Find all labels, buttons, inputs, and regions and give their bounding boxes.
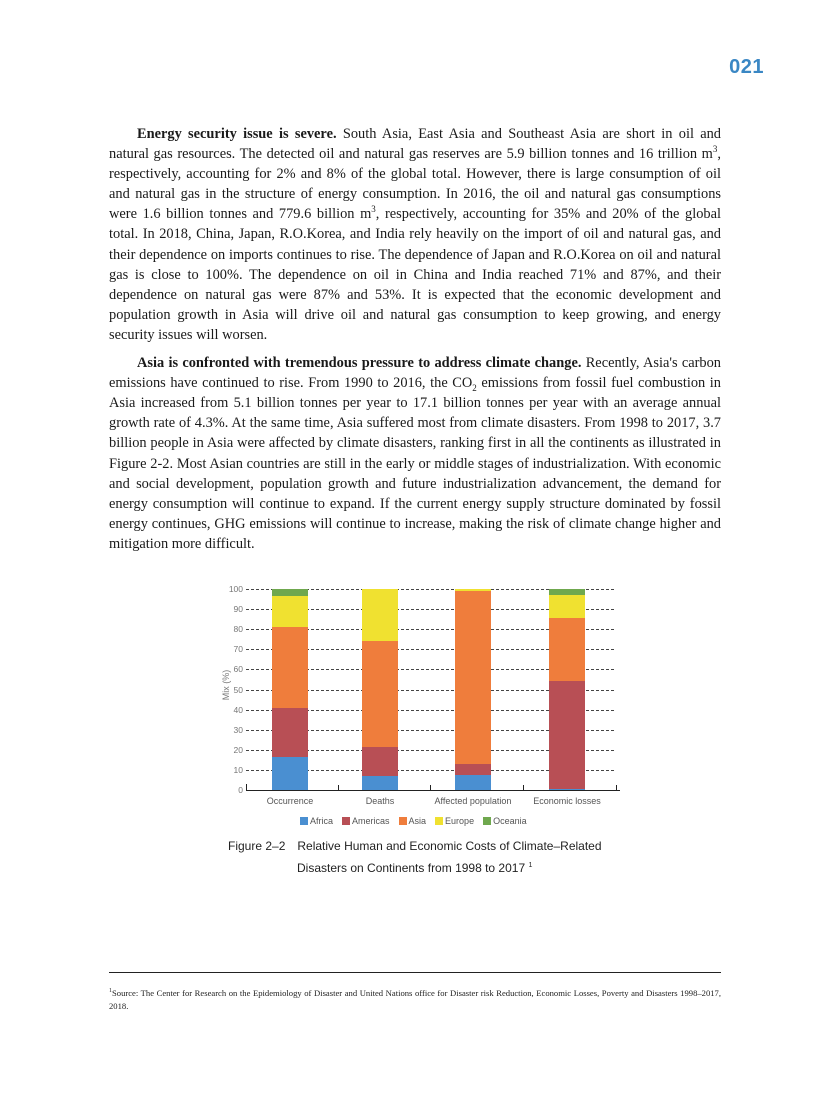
legend-label: Asia: [408, 816, 427, 826]
y-tick-label: 0: [238, 785, 243, 795]
footnote-divider: [109, 972, 721, 973]
bar-segment-africa: [362, 776, 398, 790]
subscript: 2: [472, 383, 477, 393]
legend-swatch: [300, 817, 308, 825]
legend-item-oceania: [483, 816, 527, 826]
figure-number: Figure 2–2: [228, 839, 286, 853]
footnote: [109, 985, 721, 1013]
paragraph-text: , respectively, accounting for 2% and 8% of the global total. However, there is large consumption of oil and natural gas in the structure of energy consumption. In 2016, the oil and natural gas consumptions were 1.6 billion tonnes and 779.6 billion m: [109, 146, 721, 223]
bar-segment-americas: [272, 708, 308, 757]
bar-segment-americas: [455, 764, 491, 775]
legend-label: Africa: [310, 816, 334, 826]
y-tick-label: 50: [233, 684, 243, 695]
legend-swatch: [483, 817, 491, 825]
paragraph-energy-security: [109, 124, 721, 345]
figure-title: Relative Human and Economic Costs of Climate–Related: [297, 839, 602, 853]
paragraph-lead: Asia is confronted with tremendous pressure to address climate change.: [137, 355, 582, 372]
bar-segment-europe: [362, 589, 398, 641]
paragraph-text: South Asia, East Asia and Southeast Asia are short in oil and natural gas resources. The detected oil and natural gas reserves are 5.9 billion tonnes and 16 trillion m: [109, 126, 722, 163]
paragraph-text: Recently, Asia's carbon emissions have continued to rise. From 1990 to 2016, the CO: [109, 355, 721, 392]
y-tick-label: 10: [233, 764, 243, 775]
y-tick-label: 100: [228, 584, 243, 594]
y-axis-origin: [246, 784, 247, 790]
x-tick: [616, 785, 617, 790]
figure-caption: [200, 836, 630, 878]
caption-line-2: [200, 856, 630, 878]
bar-segment-asia: [455, 591, 491, 764]
bar-segment-europe: [549, 595, 585, 618]
x-tick-label: Occurrence: [266, 796, 314, 806]
x-tick-label: Economic losses: [533, 796, 601, 806]
superscript: 3: [371, 204, 376, 215]
y-axis-label: Mix (%): [221, 669, 231, 701]
legend-label: Americas: [352, 816, 390, 826]
legend-label: Oceania: [493, 816, 527, 826]
bar-segment-americas: [549, 681, 585, 789]
body-text: [109, 124, 721, 562]
x-tick: [338, 785, 339, 790]
bar-segment-africa: [272, 757, 308, 790]
bar-segment-oceania: [272, 589, 308, 596]
x-tick-label: Deaths: [365, 796, 395, 806]
x-tick: [430, 785, 431, 790]
bar-segment-asia: [272, 627, 308, 707]
bar-segment-asia: [549, 618, 585, 681]
footnote-ref: 1: [528, 862, 533, 869]
page-number: 021: [729, 56, 764, 78]
caption-line-1: [200, 836, 630, 856]
paragraph-lead: Energy security issue is severe.: [137, 126, 337, 142]
paragraph-text: , respectively, accounting for 35% and 20% of the global total. In 2018, China, Japan, R.O.Korea, and India rely heavily on the import of oil and natural gas, and their dependence on imports continues to rise. The dependence of Japan and R.O.Korea on oil and natural gas is close to 100%. The dependence on oil in China and India reached 71% and 87%, and their dependence on natural gas were 87% and 53%. It is expected that the economic development and population growth in Asia will drive oil and natural gas consumption to keep growing, and energy security issues will worsen.: [109, 206, 721, 343]
y-tick-label: 40: [233, 704, 243, 715]
paragraph-text: emissions from fossil fuel combustion in Asia increased from 5.1 billion tonnes per year to 17.1 billion tonnes per year with an average annual growth rate of 4.3%. At the same time, Asia suffered most from climate disasters. From 1998 to 2017, 3.7 billion people in Asia were affected by climate disasters, ranking first in all the continents as illustrated in Figure 2-2. Most Asian countries are still in the early or middle stages of industrialization. With economic and social development, population growth and future industrialization advancement, the demand for energy consumption will continue to expand. If the current energy supply structure dominated by fossil energy continues, GHG emissions will continue to increase, making the risk of climate change higher and mitigation more difficult.: [109, 375, 722, 552]
legend-label: Europe: [445, 816, 475, 826]
bar-affected-population: [455, 589, 491, 790]
footnote-marker: 1: [109, 988, 112, 994]
bar-deaths: [362, 589, 398, 790]
footnote-text: Source: The Center for Research on the Epidemiology of Disaster and United Nations office for Disaster risk Reduction, Economic Losses, Poverty and Disasters 1998–2017, 2018.: [109, 987, 721, 1011]
bar-economic-losses: [549, 589, 585, 790]
chart-legend: [300, 816, 527, 826]
y-tick-label: 60: [233, 664, 243, 675]
legend-item-asia: [399, 816, 427, 826]
y-tick-label: 90: [233, 604, 243, 615]
figure-title-cont: Disasters on Continents from 1998 to 2017: [297, 861, 526, 875]
bar-segment-africa: [455, 775, 491, 790]
bar-segment-europe: [272, 596, 308, 627]
y-tick-label: 70: [233, 644, 243, 655]
bar-occurrence: [272, 589, 308, 790]
y-tick-label: 20: [233, 744, 243, 755]
stacked-bar-chart: [210, 580, 620, 815]
y-tick-label: 30: [233, 724, 243, 735]
superscript: 3: [712, 144, 718, 155]
legend-swatch: [342, 817, 350, 825]
x-axis: [246, 790, 620, 791]
legend-swatch: [435, 817, 443, 825]
legend-item-africa: [300, 816, 333, 826]
bar-segment-asia: [362, 641, 398, 747]
bar-segment-americas: [362, 747, 398, 776]
x-tick-label: Affected population: [434, 796, 512, 806]
x-tick: [523, 785, 524, 790]
legend-item-europe: [435, 816, 474, 826]
legend-item-americas: [342, 816, 390, 826]
legend-swatch: [399, 817, 407, 825]
y-tick-label: 80: [233, 624, 243, 635]
paragraph-climate-change: [109, 353, 721, 554]
